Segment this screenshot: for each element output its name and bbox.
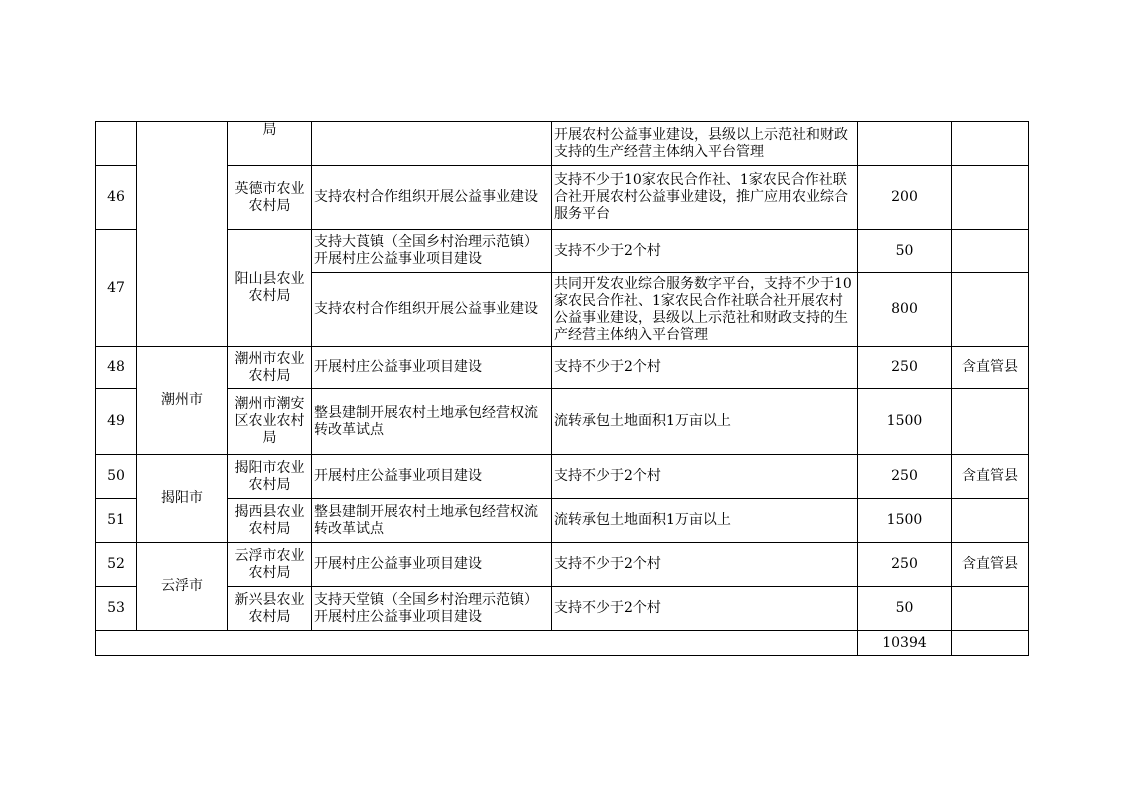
row-number-cell: 50 [96,455,137,499]
department-cell: 新兴县农业农村局 [228,587,312,631]
amount-cell: 1500 [858,499,952,543]
note-cell: 含直管县 [952,347,1029,389]
table-row [96,389,1029,455]
target-cell: 开展农村公益事业建设，县级以上示范社和财政支持的生产经营主体纳入平台管理 [552,122,858,166]
department-cell: 局 [228,122,312,166]
table-row [96,122,1029,166]
target-cell: 支持不少于2个村 [552,347,858,389]
content-cell: 支持农村合作组织开展公益事业建设 [312,273,552,347]
amount-cell: 50 [858,587,952,631]
table-row [96,347,1029,389]
city-cell [137,122,228,347]
content-cell: 开展村庄公益事业项目建设 [312,347,552,389]
amount-cell: 50 [858,230,952,273]
table-row [96,230,1029,273]
total-label-cell [96,631,858,656]
target-cell: 共同开发农业综合服务数字平台，支持不少于10家农民合作社、1家农民合作社联合社开展农村公益事业建设，县级以上示范社和财政支持的生产经营主体纳入平台管理 [552,273,858,347]
amount-cell: 250 [858,455,952,499]
target-cell: 支持不少于2个村 [552,543,858,587]
table-row [96,455,1029,499]
table-row [96,166,1029,230]
note-cell [952,389,1029,455]
row-number-cell: 46 [96,166,137,230]
note-cell: 含直管县 [952,543,1029,587]
content-cell: 开展村庄公益事业项目建设 [312,455,552,499]
row-number-cell: 49 [96,389,137,455]
amount-cell: 250 [858,543,952,587]
table-row [96,499,1029,543]
target-cell: 支持不少于2个村 [552,587,858,631]
total-row [96,631,1029,656]
target-cell: 支持不少于10家农民合作社、1家农民合作社联合社开展农村公益事业建设，推广应用农业综合服务平台 [552,166,858,230]
note-cell [952,499,1029,543]
target-cell: 流转承包土地面积1万亩以上 [552,389,858,455]
content-cell: 支持农村合作组织开展公益事业建设 [312,166,552,230]
target-cell: 支持不少于2个村 [552,455,858,499]
note-cell [952,631,1029,656]
note-cell [952,122,1029,166]
department-cell: 揭阳市农业农村局 [228,455,312,499]
total-amount-cell: 10394 [858,631,952,656]
content-cell [312,122,552,166]
target-cell: 支持不少于2个村 [552,230,858,273]
department-cell: 英德市农业农村局 [228,166,312,230]
city-cell: 潮州市 [137,347,228,455]
content-cell: 整县建制开展农村土地承包经营权流转改革试点 [312,389,552,455]
row-number-cell: 48 [96,347,137,389]
content-cell: 开展村庄公益事业项目建设 [312,543,552,587]
table-row [96,543,1029,587]
department-cell: 揭西县农业农村局 [228,499,312,543]
content-cell: 支持大莨镇（全国乡村治理示范镇）开展村庄公益事业项目建设 [312,230,552,273]
row-number-cell: 47 [96,230,137,347]
note-cell: 含直管县 [952,455,1029,499]
amount-cell: 200 [858,166,952,230]
note-cell [952,273,1029,347]
amount-cell: 1500 [858,389,952,455]
row-number-cell: 53 [96,587,137,631]
table-row [96,587,1029,631]
department-cell: 云浮市农业农村局 [228,543,312,587]
amount-cell: 250 [858,347,952,389]
note-cell [952,230,1029,273]
department-cell: 潮州市农业农村局 [228,347,312,389]
amount-cell: 800 [858,273,952,347]
allocation-table [95,121,1029,656]
note-cell [952,166,1029,230]
content-cell: 支持天堂镇（全国乡村治理示范镇）开展村庄公益事业项目建设 [312,587,552,631]
department-cell: 潮州市潮安区农业农村局 [228,389,312,455]
content-cell: 整县建制开展农村土地承包经营权流转改革试点 [312,499,552,543]
department-cell: 阳山县农业农村局 [228,230,312,347]
amount-cell [858,122,952,166]
city-cell: 云浮市 [137,543,228,631]
row-number-cell: 52 [96,543,137,587]
city-cell: 揭阳市 [137,455,228,543]
row-number-cell: 51 [96,499,137,543]
target-cell: 流转承包土地面积1万亩以上 [552,499,858,543]
row-number-cell [96,122,137,166]
note-cell [952,587,1029,631]
